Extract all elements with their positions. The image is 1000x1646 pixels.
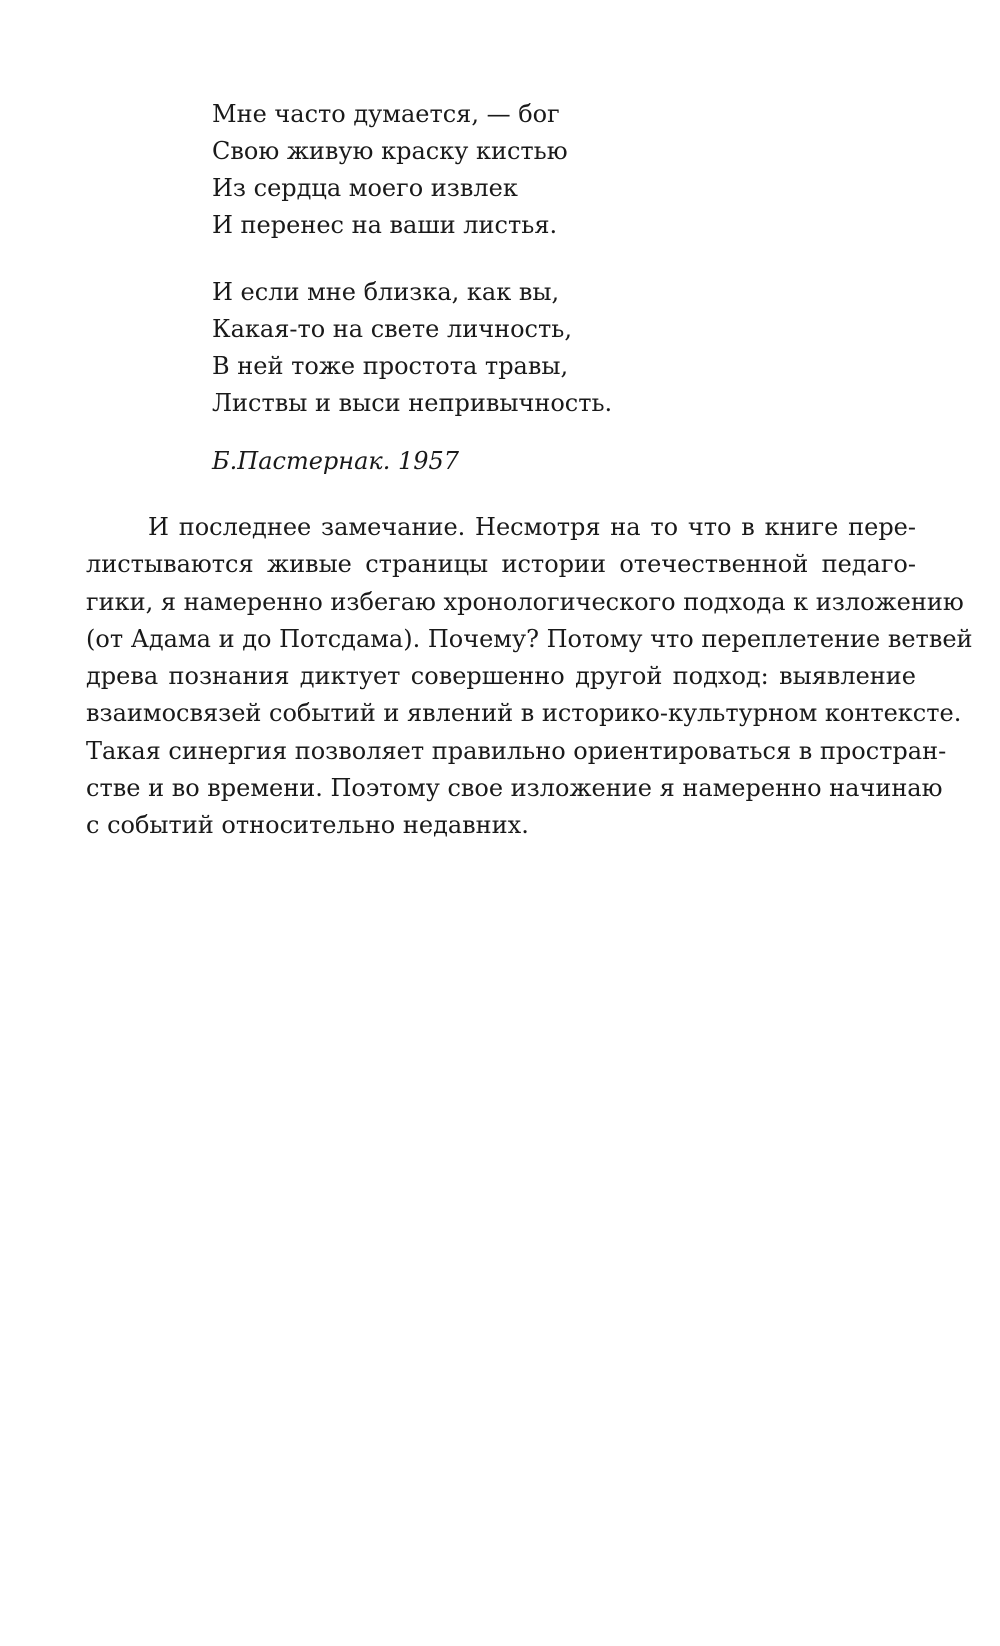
poem-line: Какая-то на свете личность, <box>212 315 572 343</box>
poem-line: Свою живую краску кистью <box>212 137 568 165</box>
poem-line: И перенес на ваши листья. <box>212 211 558 239</box>
poem-line: И если мне близка, как вы, <box>212 278 560 306</box>
paragraph-line: стве и во времени. Поэтому свое изложение я намеренно начинаю <box>86 774 943 803</box>
poem-stanza-1 <box>212 96 912 244</box>
paragraph-line: Такая синергия позволяет правильно ориентироваться в простран- <box>86 736 947 765</box>
paragraph-line: с событий относительно недавних. <box>86 811 529 840</box>
poem-stanza-2 <box>212 274 912 422</box>
paragraph-line: (от Адама и до Потсдама). Почему? Потому что переплетение ветвей <box>86 624 973 653</box>
paragraph-line: листываются живые страницы истории отечественной педаго- <box>86 550 916 579</box>
poem-line: В ней тоже простота травы, <box>212 352 569 380</box>
paragraph-line: взаимосвязей событий и явлений в историко-культурном контексте. <box>86 699 962 728</box>
poem-line: Из сердца моего извлек <box>212 174 518 202</box>
poem-line: Листвы и выси непривычность. <box>212 389 613 417</box>
paragraph-line: гики, я намеренно избегаю хронологического подхода к изложению <box>86 587 964 616</box>
body-paragraph <box>86 509 973 845</box>
poem-line: Мне часто думается, — бог <box>212 100 560 128</box>
paragraph-line: древа познания диктует совершенно другой подход: выявление <box>86 662 916 691</box>
poem-attribution: Б.Пастернак. 1957 <box>212 447 460 475</box>
paragraph-line: И последнее замечание. Несмотря на то что в книге пере- <box>148 513 916 541</box>
poem-epigraph <box>212 96 912 452</box>
